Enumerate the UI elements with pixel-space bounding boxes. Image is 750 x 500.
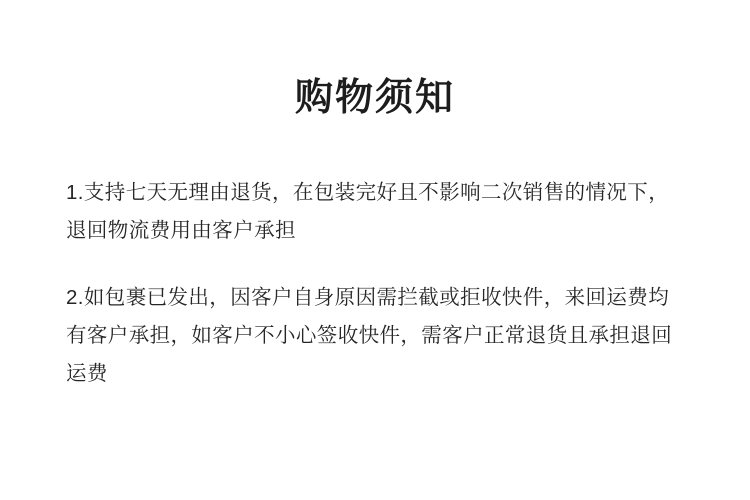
notice-paragraph-2: 2.如包裹已发出，因客户自身原因需拦截或拒收快件，来回运费均有客户承担，如客户不小心签收快件，需客户正常退货且承担退回运费 <box>66 286 673 386</box>
notice-body <box>66 174 684 394</box>
page-title: 购物须知 <box>294 77 455 119</box>
notice-paragraph-1: 1.支持七天无理由退货，在包装完好且不影响二次销售的情况下，退回物流费用由客户承担 <box>66 180 670 242</box>
